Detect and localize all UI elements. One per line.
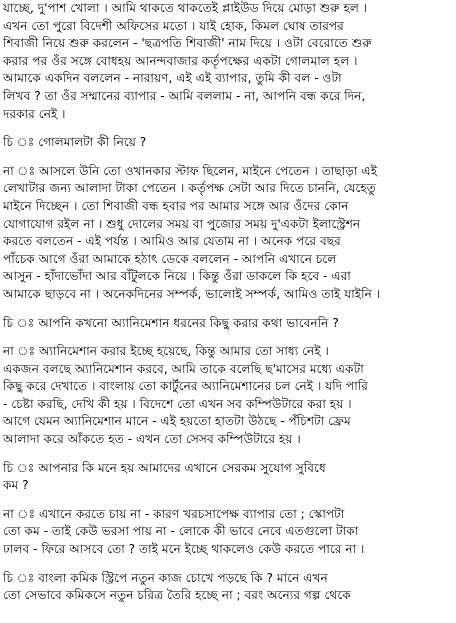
text-line: যোগাযোগ রইল না । শুধু দোলের সময় বা পুজোর সময় দু'একটা ইলাস্ট্রেশন — [3, 216, 361, 231]
text-line: করতে বলতেন - এই পর্যন্ত । আমিও আর যেতাম না । অনেক পরে বছর — [3, 234, 341, 249]
question-paragraph — [3, 570, 453, 605]
question-paragraph — [3, 460, 453, 495]
text-line: যাচ্ছে, দু'পাশ খোলা । আমি থাকতে থাকতেই প্লাইউড দিয়ে মোড়া শুরু হল । — [3, 1, 368, 15]
text-line: একজন বলছে অ্যানিমেশান করবে, আমি তাকে বলেছি ছ'মাসের মধ্যে একটা — [3, 361, 364, 376]
text-line: না ঃ আসলে উনি তো ওখানকার স্টাফ ছিলেন, মাইনে পেতেন । তাছাড়া এই — [3, 163, 378, 178]
text-line: আলাদা করে আঁকতে হত - এখন তো সেসব কম্পিউটারে হয় । — [3, 432, 301, 447]
text-line: ঢালব - ফিরে আসবে তো ? তাই মনে ইচ্ছে থাকলেও কেউ করতে পারে না । — [3, 542, 365, 557]
paragraph-gap — [3, 304, 453, 315]
text-line: আগে যেমন অ্যানিমেশান মানে - এই হয়তো হাতটা উঠছে - পঁচিশটা ফ্রেম — [3, 414, 351, 429]
text-line: কিছু করে দেখাতে । বাংলায় তো কার্টুনের অ্যানিমেশানের চল নেই । যদি পারি — [3, 379, 369, 394]
text-line: না ঃ অ্যানিমেশান করার ইচ্ছে হয়েছে, কিন্তু আমার তো সাধ্য নেই । — [3, 344, 329, 359]
paragraph-gap — [3, 559, 453, 570]
text-line: দরকার নেই । — [3, 106, 66, 121]
text-line: পাঁচেক আগে ওঁরা আমাকে হঠাৎ ডেকে বললেন - আপনি এখানে চলে — [3, 251, 337, 266]
answer-paragraph — [3, 163, 453, 304]
question-paragraph — [3, 315, 453, 333]
text-line: তো সেভাবে কমিকসে নতুন চরিত্র তৈরি হচ্ছে না ; বরং অন্যের গল্প থেকে — [3, 588, 351, 603]
text-line: না ঃ এখানে করতে চায় না - কারণ খরচসাপেক্ষ ব্যাপার তো ; স্কোপটা — [3, 506, 345, 521]
text-line: - চেষ্টা করছি, দেখি কী হয় । বিদেশে তো এখন সব কম্পিউটারে করা হয় । — [3, 396, 352, 411]
text-line: মাইনে দিচ্ছেন । তো শিবাজী বন্ধ হবার পর আমার সঙ্গে আর ওঁদের কোন — [3, 198, 349, 213]
text-line: চি ঃ আপনার কি মনে হয় আমাদের এখানে সেরকম সুযোগ সুবিধে — [3, 460, 326, 475]
text-line: কম ? — [3, 478, 29, 493]
question-paragraph — [3, 134, 453, 152]
text-line: লিখব ? তা ওঁর সম্মানের ব্যাপার - আমি বললাম - না, আপনি বন্ধ করে দিন, — [3, 88, 366, 103]
paragraph-gap — [3, 449, 453, 460]
text-line: তো কম - তাই কেউ ভরসা পায় না - লোকে কী ভাবে নেবে এতগুলো টাকা — [3, 524, 359, 539]
answer-paragraph — [3, 0, 453, 123]
text-line: চি ঃ বাংলা কমিক স্ট্রিপে নতুন কাজ চোখে পড়ছে কি ? মানে এখন — [3, 570, 328, 585]
text-line: চি ঃ গোলমালটা কী নিয়ে ? — [3, 135, 147, 150]
answer-paragraph — [3, 343, 453, 449]
paragraph-gap — [3, 332, 453, 343]
paragraph-gap — [3, 152, 453, 163]
document-page — [3, 0, 453, 623]
text-line: আসুন - হাঁদাভোঁদা আর বাঁটুলকে নিয়ে । কিন্তু ওঁরা ডাকলে কি হবে - এরা — [3, 269, 351, 284]
text-line: এখন তো পুরো বিদেশী অফিসের মতো । যাই হোক, কিমল ঘোষ তারপর — [3, 18, 344, 33]
text-line: আমাকে ছাড়বে না । অনেকদিনের সম্পর্ক, ভালোই সম্পর্ক, আমিও তাই যাইনি । — [3, 286, 381, 301]
text-line: করার পর ওঁর সঙ্গে বোধহয় আনন্দবাজার কর্তৃপক্ষের একটা গোলমাল হল । — [3, 53, 358, 68]
text-line: শিবাজী নিয়ে শুরু করলেন - 'ছত্রপতি শিবাজী' নাম দিয়ে । ওটা বেরোতে শুরু — [3, 36, 372, 51]
text-line: চি ঃ আপনি কখনো অ্যানিমেশান ধরনের কিছু করার কথা ভাবেননি ? — [3, 315, 339, 330]
text-line: লেখাটার জন্য আলাদা টাকা পেতেন । কর্তৃপক্ষ সেটা আর দিতে চাননি, যেহেতু — [3, 181, 376, 196]
paragraph-gap — [3, 123, 453, 134]
answer-paragraph — [3, 506, 453, 559]
text-line: আমাকে একদিন বললেন - নারায়ণ, এই এই ব্যাপার, তুমি কী বল - ওটা — [3, 71, 342, 86]
paragraph-gap — [3, 495, 453, 506]
